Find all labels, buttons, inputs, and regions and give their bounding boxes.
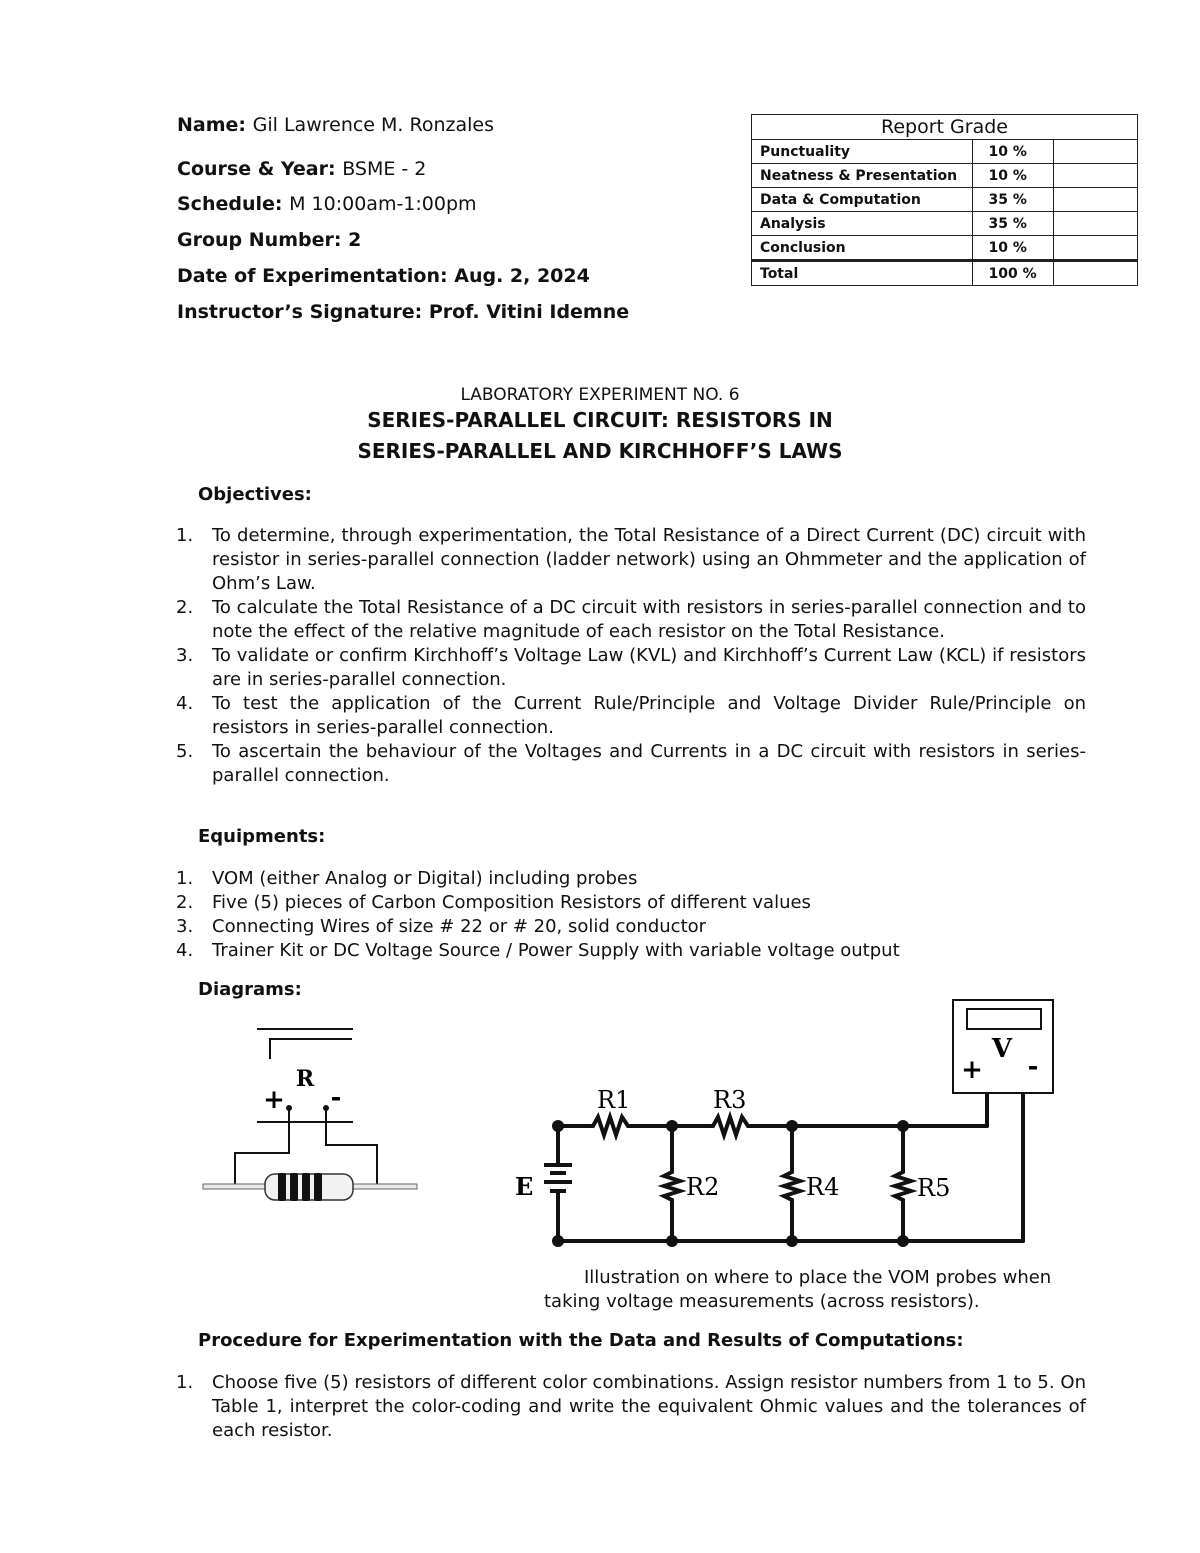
objectives-heading: Objectives: bbox=[198, 484, 312, 505]
grade-percent: 10 % bbox=[972, 236, 1054, 261]
lab-number: LABORATORY EXPERIMENT NO. 6 bbox=[460, 385, 740, 405]
list-item: 3. Connecting Wires of size # 22 or # 20, solid conductor bbox=[176, 916, 707, 937]
diagram-caption-line-2: taking voltage measurements (across resistors). bbox=[544, 1291, 980, 1312]
schedule-label: Schedule: bbox=[177, 193, 283, 215]
voltmeter-v-label: V bbox=[991, 1034, 1013, 1064]
grade-criterion: Punctuality bbox=[752, 140, 973, 164]
title-line-1: SERIES-PARALLEL CIRCUIT: RESISTORS IN bbox=[367, 408, 833, 432]
signature-value: Prof. Vitini Idemne bbox=[428, 301, 630, 323]
resistor-probe-diagram bbox=[195, 1015, 430, 1205]
r3-label: R3 bbox=[713, 1086, 747, 1114]
schedule-line bbox=[177, 193, 477, 215]
objective-text: To determine, through experimentation, the Total Resistance of a Direct Current (DC) circuit with resistor in series-parallel connection (ladder network) using an Ohmmeter and the application of Ohm’s Law. bbox=[212, 525, 1086, 594]
grade-score bbox=[1054, 236, 1138, 261]
list-item: 2. To calculate the Total Resistance of a DC circuit with resistors in series-parallel connection and to note the effect of the relative magnitude of each resistor on the Total Resistance. bbox=[176, 597, 1086, 642]
probe-minus-label: - bbox=[330, 1083, 342, 1113]
grade-percent: 100 % bbox=[972, 261, 1054, 286]
report-grade-title: Report Grade bbox=[752, 115, 1138, 140]
r5-label: R5 bbox=[917, 1174, 951, 1202]
grade-row bbox=[752, 164, 1138, 188]
grade-score bbox=[1054, 261, 1138, 286]
name-label: Name: bbox=[177, 114, 247, 136]
probe-plus-label: + bbox=[263, 1085, 285, 1115]
date-line bbox=[177, 265, 590, 287]
voltmeter-display bbox=[967, 1009, 1041, 1029]
list-item: 1. VOM (either Analog or Digital) including probes bbox=[176, 868, 638, 889]
procedure-list bbox=[176, 1371, 1086, 1443]
r4-label: R4 bbox=[806, 1173, 840, 1201]
objective-text: To ascertain the behaviour of the Voltages and Currents in a DC circuit with resistors in series-parallel connection. bbox=[212, 741, 1086, 786]
procedure-heading: Procedure for Experimentation with the Data and Results of Computations: bbox=[198, 1330, 964, 1351]
objectives-list bbox=[176, 524, 1086, 788]
grade-percent: 35 % bbox=[972, 188, 1054, 212]
grade-score bbox=[1054, 164, 1138, 188]
equipments-list bbox=[176, 867, 1086, 963]
list-item: 5. To ascertain the behaviour of the Voltages and Currents in a DC circuit with resistors in series-parallel connection. bbox=[176, 741, 1086, 786]
date-value: Aug. 2, 2024 bbox=[454, 265, 590, 287]
list-item: 2. Five (5) pieces of Carbon Composition Resistors of different values bbox=[176, 892, 811, 913]
r1-label: R1 bbox=[597, 1086, 631, 1114]
grade-score bbox=[1054, 188, 1138, 212]
list-item: 4. To test the application of the Current Rule/Principle and Voltage Divider Rule/Principle on resistors in series-parallel connection. bbox=[176, 693, 1086, 738]
diagram-caption-line-1: Illustration on where to place the VOM probes when bbox=[584, 1267, 1052, 1288]
list-item: 3. To validate or confirm Kirchhoff’s Voltage Law (KVL) and Kirchhoff’s Current Law (KCL) if resistors are in series-parallel connection. bbox=[176, 645, 1086, 690]
name-line bbox=[177, 114, 494, 136]
grade-criterion: Analysis bbox=[752, 212, 973, 236]
grade-criterion: Neatness & Presentation bbox=[752, 164, 973, 188]
grade-criterion: Data & Computation bbox=[752, 188, 973, 212]
diagrams-heading: Diagrams: bbox=[198, 979, 302, 1000]
source-e-label: E bbox=[515, 1172, 534, 1201]
grade-criterion: Conclusion bbox=[752, 236, 973, 261]
equipments-heading: Equipments: bbox=[198, 826, 326, 847]
list-item: 1. To determine, through experimentation, the Total Resistance of a Direct Current (DC) circuit with resistor in series-parallel connection (ladder network) using an Ohmmeter and the application of Ohm’s Law. bbox=[176, 525, 1086, 594]
name-value: Gil Lawrence M. Ronzales bbox=[252, 114, 494, 136]
list-item: 4. Trainer Kit or DC Voltage Source / Power Supply with variable voltage output bbox=[176, 940, 900, 961]
course-line bbox=[177, 158, 426, 180]
procedure-text: Choose five (5) resistors of different color combinations. Assign resistor numbers from 1 to 5. On Table 1, interpret the color-coding and write the equivalent Ohmic values and the tolerances of each resistor. bbox=[212, 1372, 1086, 1441]
r2-label: R2 bbox=[686, 1173, 720, 1201]
schedule-value: M 10:00am-1:00pm bbox=[289, 193, 477, 215]
group-value: 2 bbox=[348, 229, 362, 251]
date-label: Date of Experimentation: bbox=[177, 265, 448, 287]
signature-label: Instructor’s Signature: bbox=[177, 301, 423, 323]
equipment-text: VOM (either Analog or Digital) including probes bbox=[212, 868, 638, 889]
grade-row bbox=[752, 188, 1138, 212]
grade-row bbox=[752, 236, 1138, 261]
equipment-text: Connecting Wires of size # 22 or # 20, solid conductor bbox=[212, 916, 707, 937]
signature-line bbox=[177, 301, 629, 323]
report-grade-table bbox=[751, 114, 1138, 286]
objective-text: To validate or confirm Kirchhoff’s Voltage Law (KVL) and Kirchhoff’s Current Law (KCL) if resistors are in series-parallel connection. bbox=[212, 645, 1086, 690]
objective-text: To test the application of the Current Rule/Principle and Voltage Divider Rule/Principle on resistors in series-parallel connection. bbox=[212, 693, 1086, 738]
voltmeter-plus-label: + bbox=[961, 1055, 983, 1085]
course-value: BSME - 2 bbox=[342, 158, 427, 180]
grade-score bbox=[1054, 212, 1138, 236]
voltmeter-minus-label: - bbox=[1027, 1052, 1039, 1082]
course-label: Course & Year: bbox=[177, 158, 336, 180]
equipment-text: Five (5) pieces of Carbon Composition Resistors of different values bbox=[212, 892, 811, 913]
group-line bbox=[177, 229, 361, 251]
resistor-r-label: R bbox=[295, 1066, 315, 1092]
series-parallel-circuit-diagram bbox=[505, 995, 1075, 1255]
battery-symbol bbox=[544, 1165, 572, 1191]
list-item: 1. Choose five (5) resistors of different color combinations. Assign resistor numbers from 1 to 5. On Table 1, interpret the color-coding and write the equivalent Ohmic values and the tolerances of each resistor. bbox=[176, 1372, 1086, 1441]
title-line-2: SERIES-PARALLEL AND KIRCHHOFF’S LAWS bbox=[357, 439, 843, 463]
grade-criterion: Total bbox=[752, 261, 973, 286]
group-label: Group Number: bbox=[177, 229, 342, 251]
grade-row bbox=[752, 140, 1138, 164]
equipment-text: Trainer Kit or DC Voltage Source / Power Supply with variable voltage output bbox=[212, 940, 900, 961]
grade-percent: 10 % bbox=[972, 164, 1054, 188]
objective-text: To calculate the Total Resistance of a DC circuit with resistors in series-parallel connection and to note the effect of the relative magnitude of each resistor on the Total Resistance. bbox=[212, 597, 1086, 642]
grade-row-total bbox=[752, 261, 1138, 286]
grade-row bbox=[752, 212, 1138, 236]
grade-score bbox=[1054, 140, 1138, 164]
grade-percent: 10 % bbox=[972, 140, 1054, 164]
grade-percent: 35 % bbox=[972, 212, 1054, 236]
